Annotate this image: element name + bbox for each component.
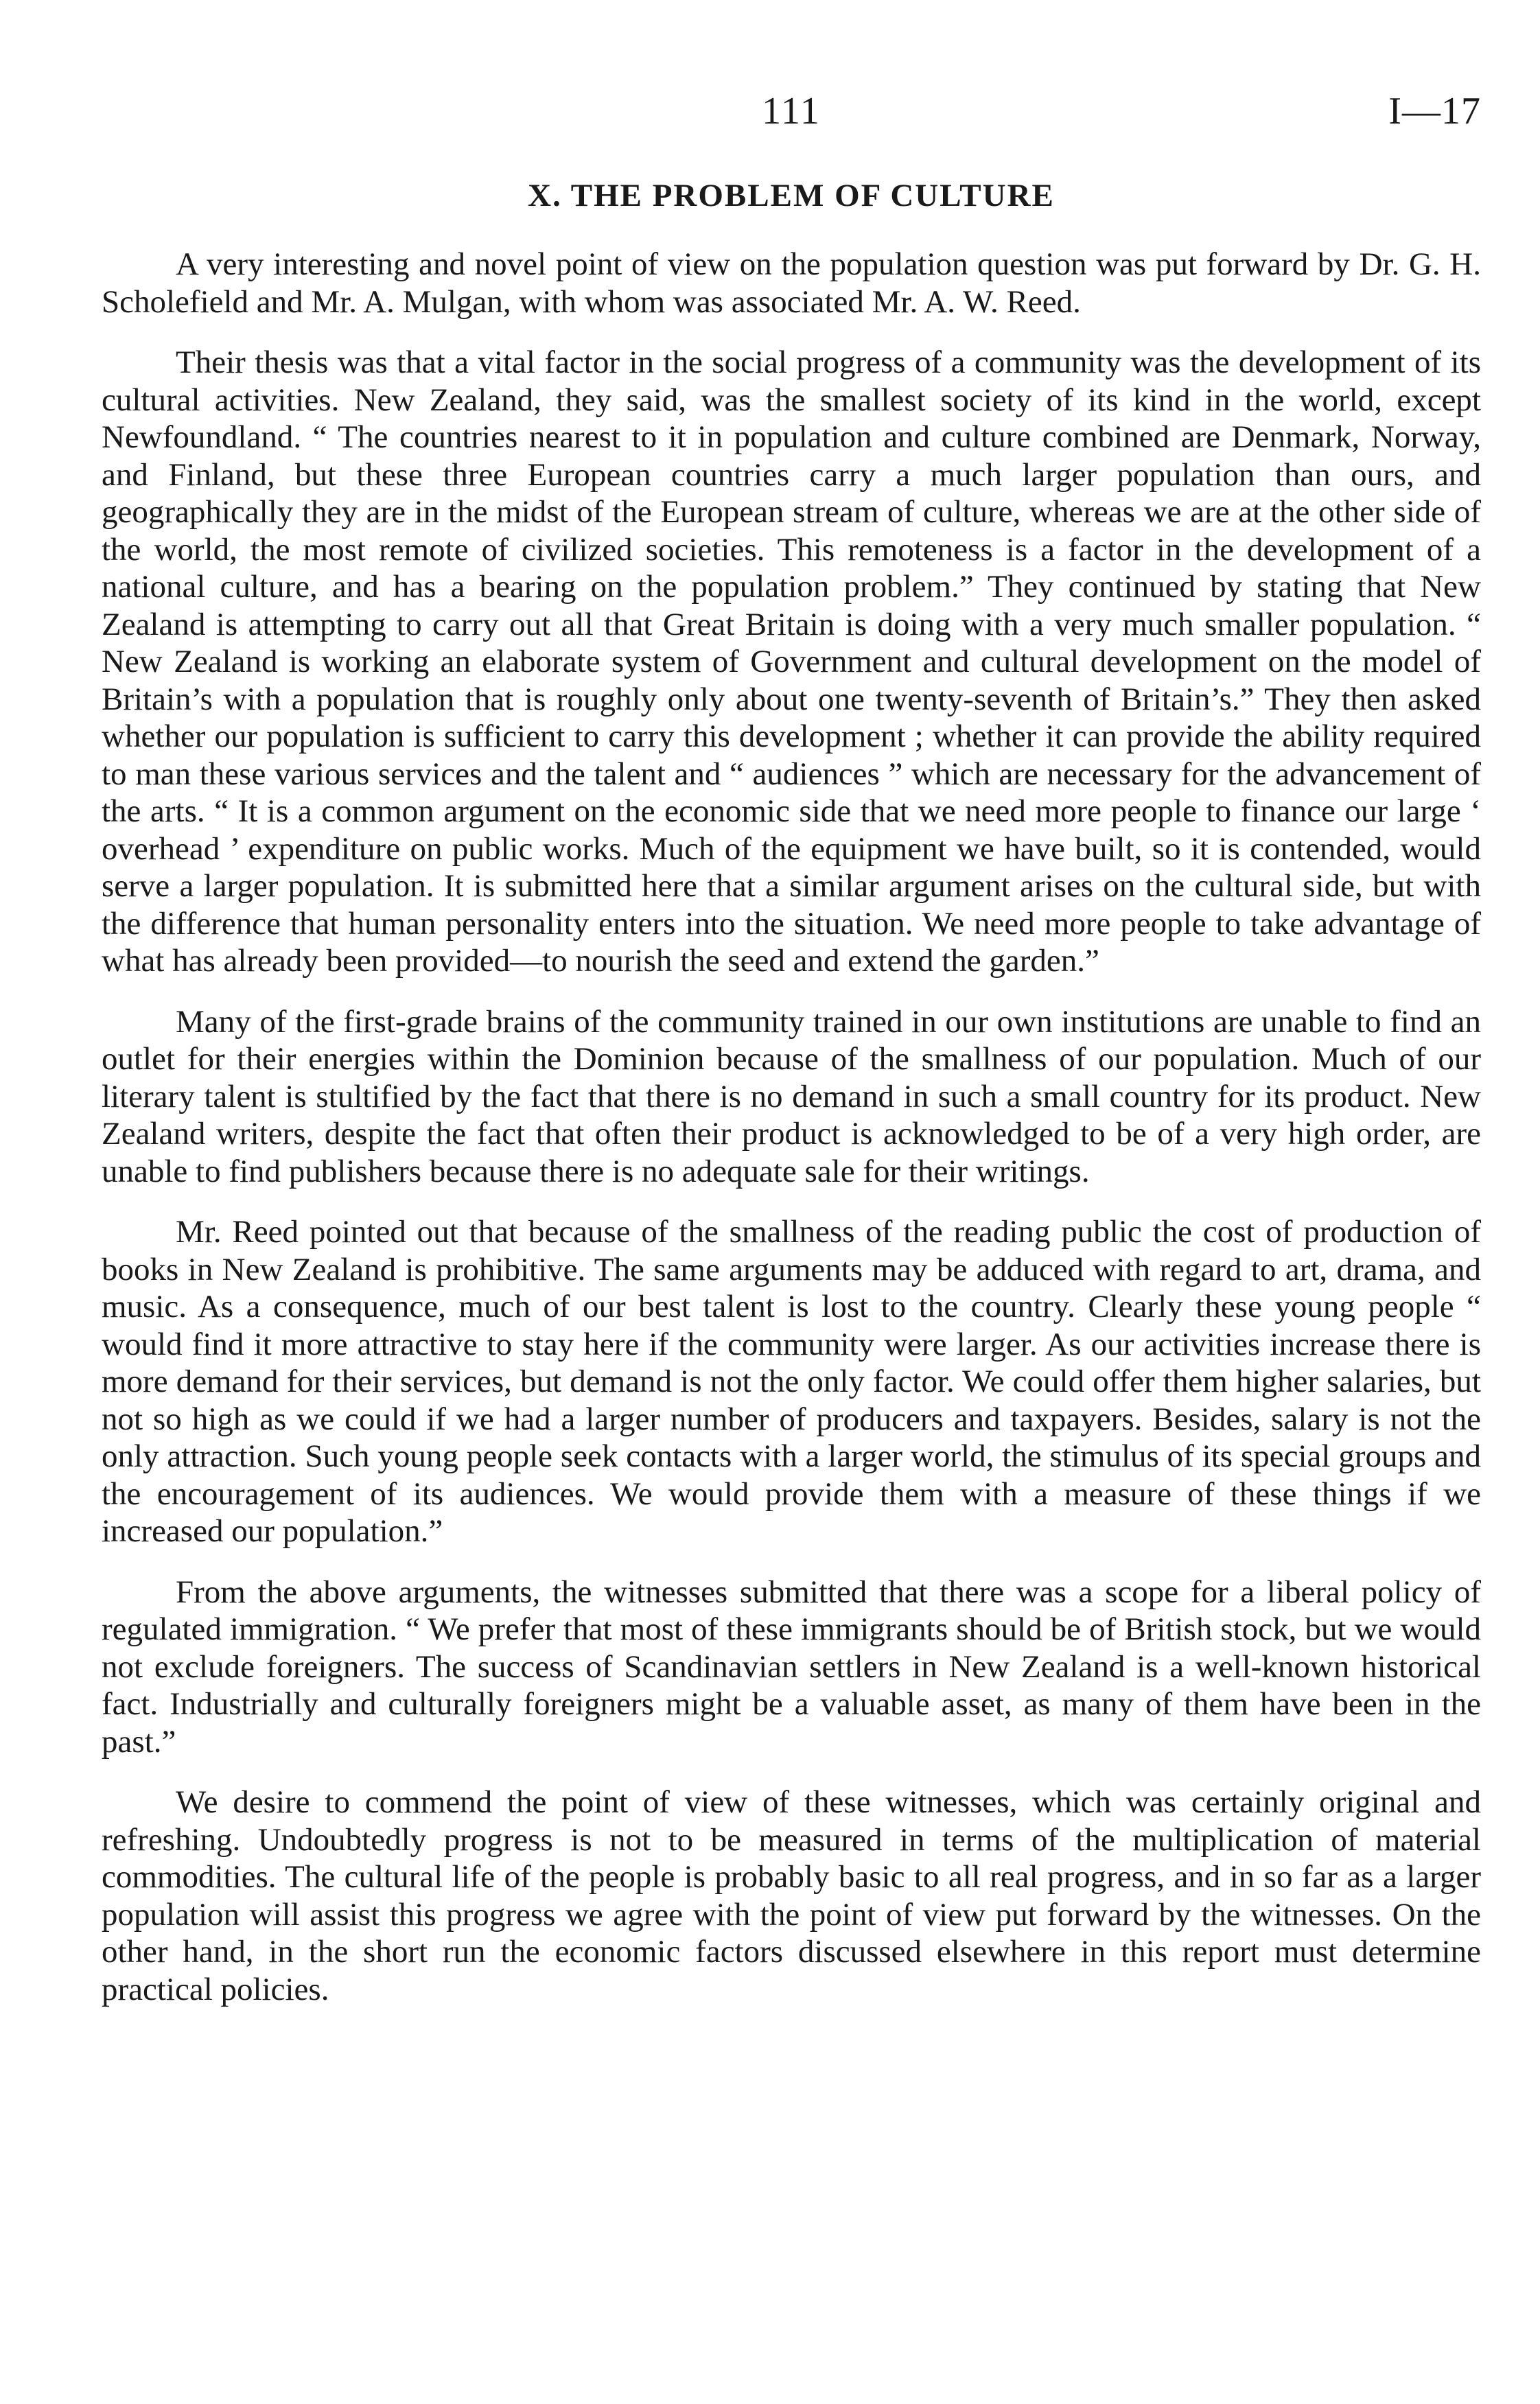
paragraph: From the above arguments, the witnesses submitted that there was a scope for a liberal policy of regulated immigration. “ We prefer that most of these immigrants should be of British stock, but we would not exclude foreigners. The success of Scandinavian settlers in New Zealand is a well-known historical fact. Industrially and culturally foreigners might be a valuable asset, as many of them have been in the past.” <box>102 1574 1481 1760</box>
paragraph: We desire to commend the point of view of these witnesses, which was certainly original and refreshing. Undoubtedly progress is not to be measured in terms of the multiplication of material commodities. The cultural life of the people is probably basic to all real progress, and in so far as a larger population will assist this progress we agree with the point of view put forward by the witnesses. On the other hand, in the short run the economic factors discussed elsewhere in this report must determine practical policies. <box>102 1784 1481 2007</box>
section-title: X. THE PROBLEM OF CULTURE <box>528 178 1055 213</box>
paragraph: Many of the first-grade brains of the community trained in our own institutions are unable to find an outlet for their energies within the Dominion because of the smallness of our population. Much of our literary talent is stultified by the fact that there is no demand in such a small country for its product. New Zealand writers, despite the fact that often their product is acknowledged to be of a very high order, are unable to find publishers because there is no adequate sale for their writings. <box>102 1003 1481 1189</box>
page-header <box>102 89 1481 151</box>
document-page <box>102 0 1481 2404</box>
document-body <box>102 246 1481 2031</box>
paragraph: Their thesis was that a vital factor in the social progress of a community was the development of its cultural activities. New Zealand, they said, was the smallest society of its kind in the world, except Newfoundland. “ The countries nearest to it in population and culture combined are Denmark, Norway, and Finland, but these three European countries carry a much larger population than ours, and geographically they are in the midst of the European stream of culture, whereas we are at the other side of the world, the most remote of civilized societies. This remoteness is a factor in the development of a national culture, and has a bearing on the population problem.” They continued by stating that New Zealand is attempting to carry out all that Great Britain is doing with a very much smaller population. “ New Zealand is working an elaborate system of Government and cultural development on the model of Britain’s with a population that is roughly only about one twenty-seventh of Britain’s.” They then asked whether our population is sufficient to carry this development ; whether it can provide the ability required to man these various services and the talent and “ audiences ” which are necessary for the advancement of the arts. “ It is a common argument on the economic side that we need more people to finance our large ‘ overhead ’ expenditure on public works. Much of the equipment we have built, so it is contended, would serve a larger population. It is submitted here that a similar argument arises on the cultural side, but with the difference that human personality enters into the situation. We need more people to take advantage of what has already been provided—to nourish the seed and extend the garden.” <box>102 345 1481 979</box>
paper-reference: I—17 <box>1388 90 1481 132</box>
page-number: 111 <box>762 90 821 132</box>
paragraph: Mr. Reed pointed out that because of the smallness of the reading public the cost of production of books in New Zealand is prohibitive. The same arguments may be adduced with regard to art, drama, and music. As a consequence, much of our best talent is lost to the country. Clearly these young people “ would find it more attractive to stay here if the community were larger. As our activities increase there is more demand for their services, but demand is not the only factor. We could offer them higher salaries, but not so high as we could if we had a larger number of producers and taxpayers. Besides, salary is not the only attraction. Such young people seek contacts with a larger world, the stimulus of its special groups and the encouragement of its audiences. We would provide them with a measure of these things if we increased our population.” <box>102 1214 1481 1549</box>
paragraph: A very interesting and novel point of view on the population question was put forward by Dr. G. H. Scholefield and Mr. A. Mulgan, with whom was associated Mr. A. W. Reed. <box>102 246 1481 320</box>
